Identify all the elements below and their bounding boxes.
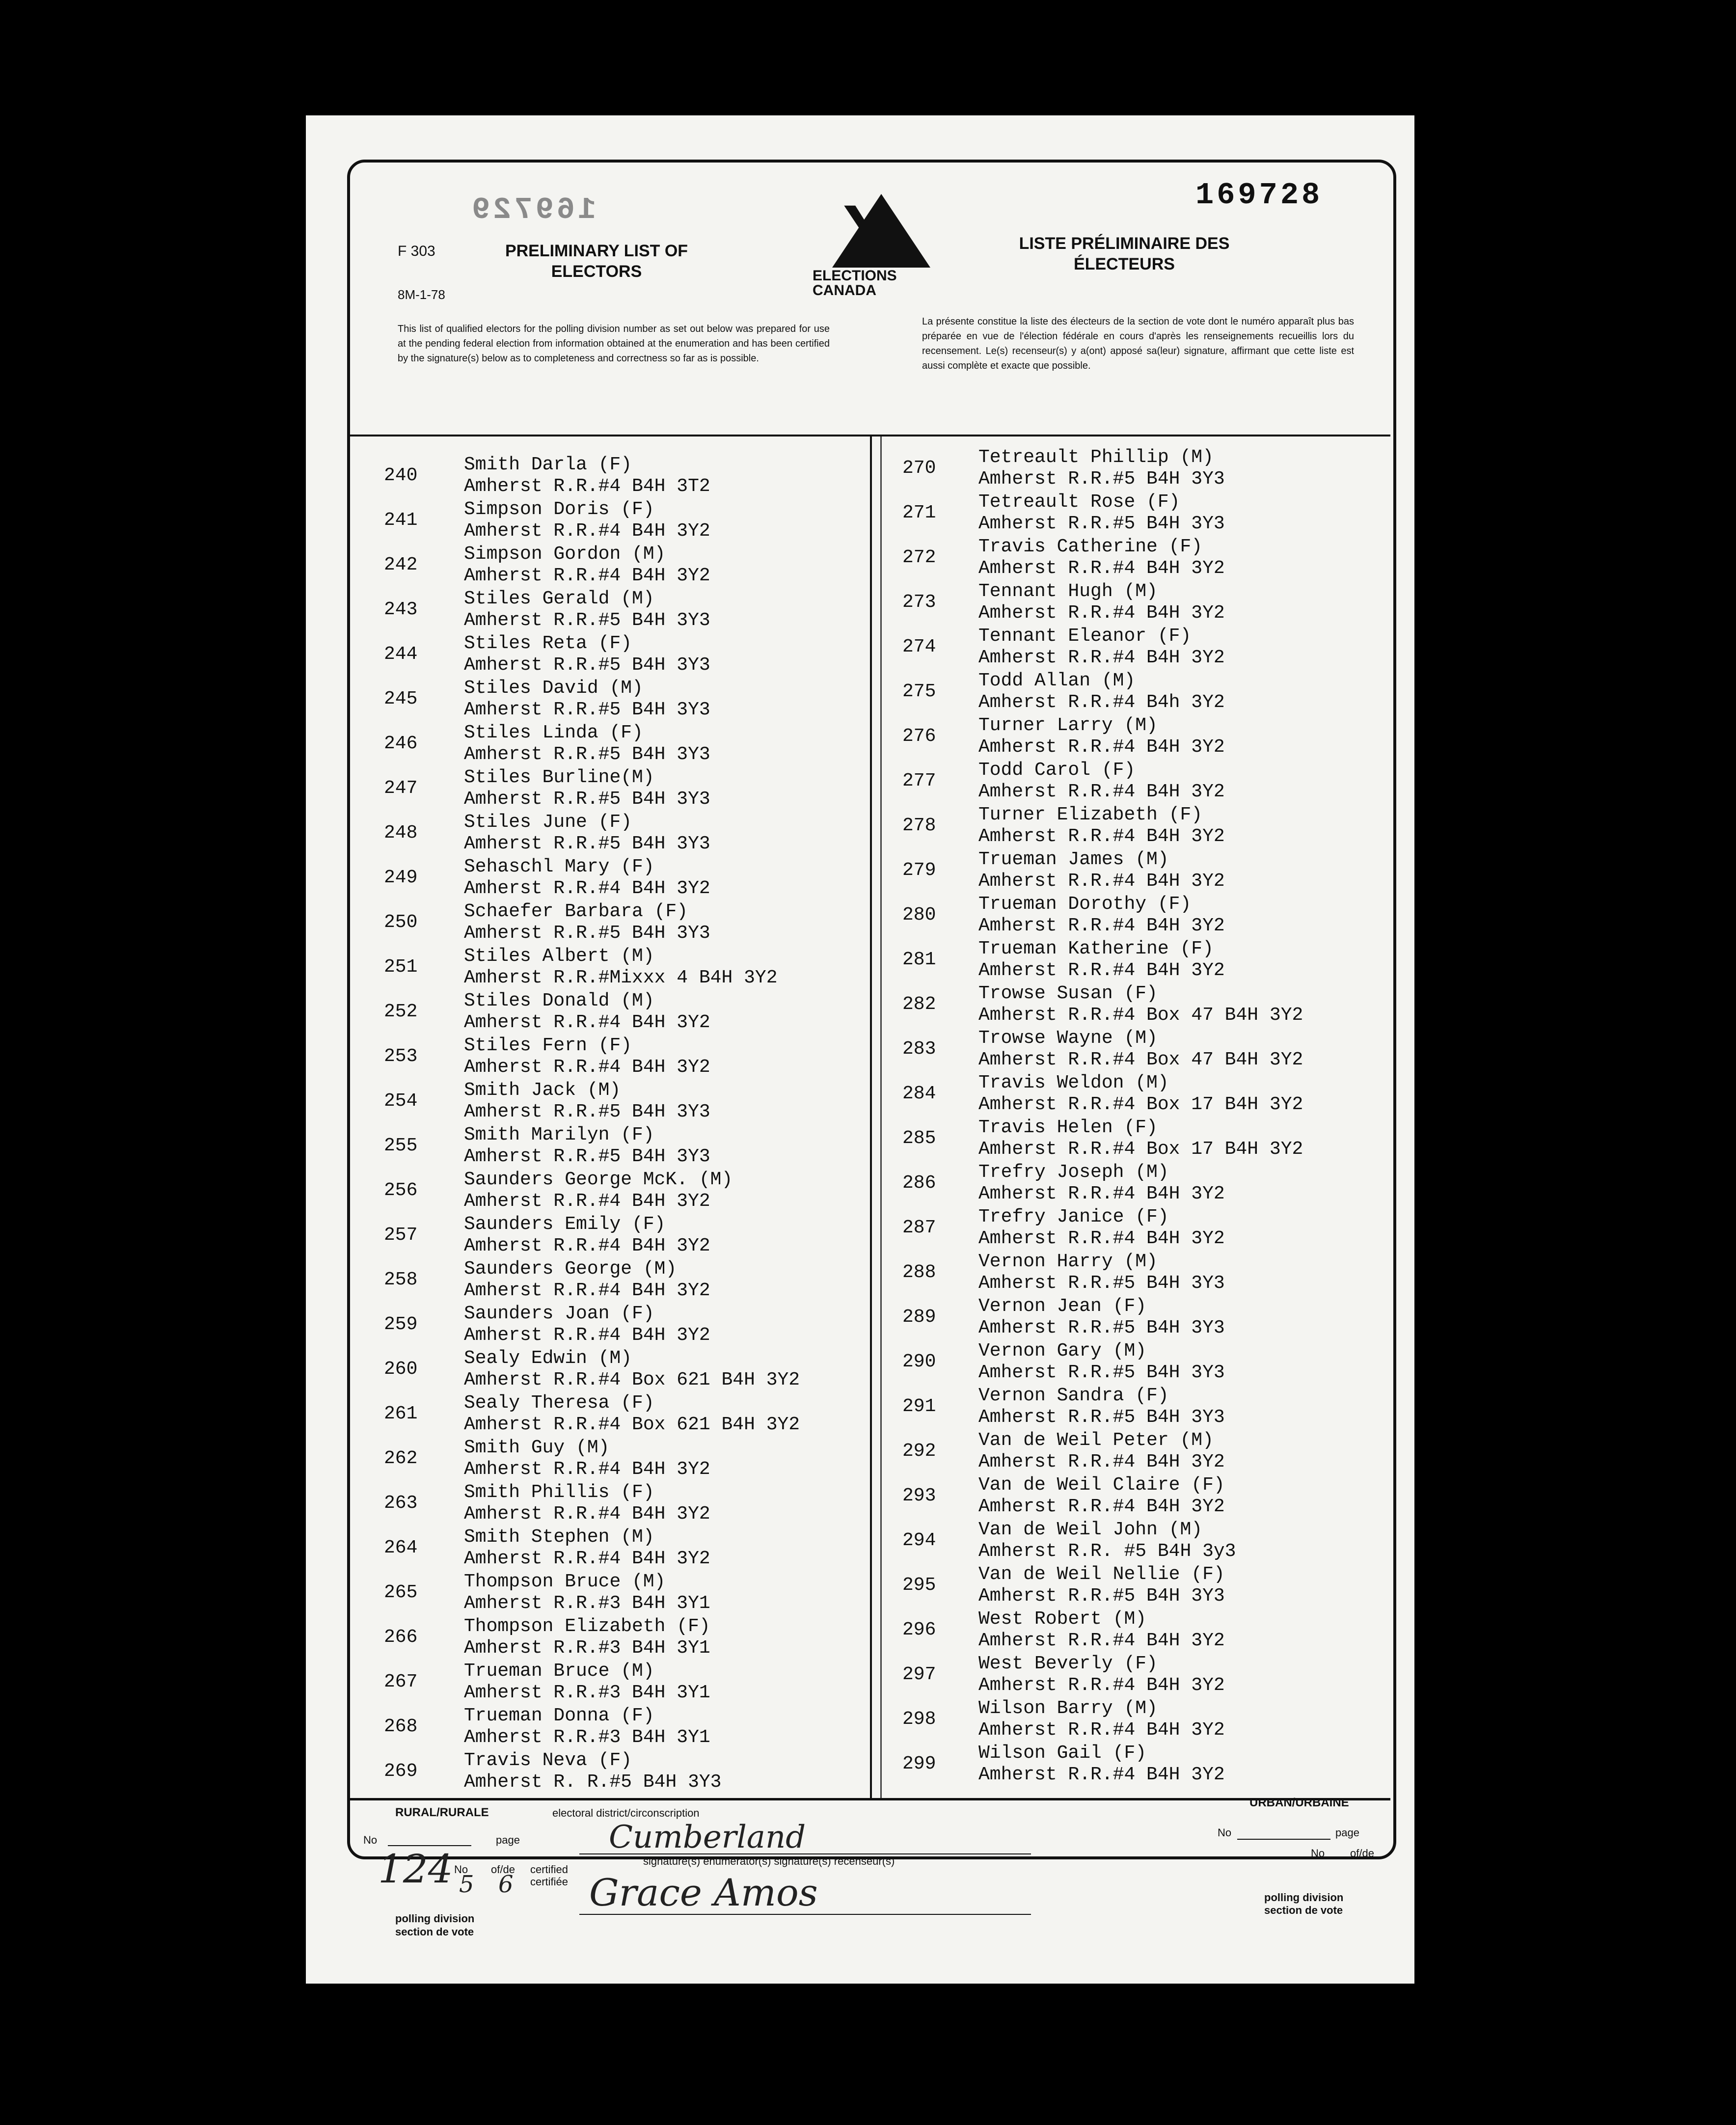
elector-address: Amherst R.R.#5 B4H 3Y3 xyxy=(464,923,710,944)
title-french xyxy=(1002,233,1247,274)
elector-number: 293 xyxy=(902,1485,936,1506)
elector-name: Travis Weldon (M) xyxy=(978,1072,1169,1093)
elector-name: Smith Jack (M) xyxy=(464,1080,621,1101)
elector-name: Saunders George McK. (M) xyxy=(464,1169,733,1190)
elector-address: Amherst R.R.#4 B4H 3T2 xyxy=(464,476,710,497)
elector-number: 262 xyxy=(384,1448,418,1469)
elector-address: Amherst R.R.#4 Box 47 B4H 3Y2 xyxy=(978,1049,1303,1070)
elector-name: Stiles Fern (F) xyxy=(464,1035,632,1056)
handwritten-poll-number: 124 xyxy=(378,1846,453,1892)
elector-name: Travis Helen (F) xyxy=(978,1117,1158,1138)
elector-number: 270 xyxy=(902,458,936,479)
elector-address: Amherst R.R.#4 Box 17 B4H 3Y2 xyxy=(978,1139,1303,1160)
elector-name: Trefry Janice (F) xyxy=(978,1206,1169,1227)
elector-address: Amherst R.R.#5 B4H 3Y3 xyxy=(464,699,710,720)
elector-address: Amherst R.R.#5 B4H 3Y3 xyxy=(978,1273,1225,1294)
elector-name: Stiles Gerald (M) xyxy=(464,588,654,609)
elector-name: Todd Carol (F) xyxy=(978,760,1136,781)
elector-name: Trowse Susan (F) xyxy=(978,983,1158,1004)
elector-address: Amherst R.R.#4 Box 621 B4H 3Y2 xyxy=(464,1414,800,1435)
elector-address: Amherst R.R.#4 B4H 3Y2 xyxy=(464,1503,710,1525)
page-label: page xyxy=(496,1834,520,1846)
title-english xyxy=(498,241,695,282)
elector-number: 290 xyxy=(902,1351,936,1372)
elector-address: Amherst R.R.#5 B4H 3Y3 xyxy=(978,1585,1225,1607)
elector-name: Turner Larry (M) xyxy=(978,715,1158,736)
urban-label: URBAN/URBAINE xyxy=(1249,1796,1349,1809)
elector-address: Amherst R.R.#5 B4H 3Y3 xyxy=(464,744,710,765)
elector-number: 279 xyxy=(902,860,936,881)
elector-number: 295 xyxy=(902,1575,936,1596)
elector-name: Smith Darla (F) xyxy=(464,454,632,475)
elector-address: Amherst R.R.#4 B4H 3Y2 xyxy=(978,960,1225,981)
elector-number: 273 xyxy=(902,592,936,613)
elector-name: Stiles David (M) xyxy=(464,678,643,699)
elector-name: Tetreault Phillip (M) xyxy=(978,447,1214,468)
elector-name: Schaefer Barbara (F) xyxy=(464,901,688,922)
elector-address: Amherst R.R.#4 Box 17 B4H 3Y2 xyxy=(978,1094,1303,1115)
logo-text-canada: CANADA xyxy=(813,282,876,299)
elector-number: 249 xyxy=(384,867,418,888)
urban-no-line xyxy=(1237,1839,1330,1840)
elector-name: Trefry Joseph (M) xyxy=(978,1162,1169,1183)
elector-number: 287 xyxy=(902,1217,936,1238)
elector-name: Stiles Reta (F) xyxy=(464,633,632,654)
elector-name: Van de Weil Peter (M) xyxy=(978,1430,1214,1451)
footer-divider xyxy=(350,1798,1390,1800)
elector-number: 277 xyxy=(902,770,936,791)
elector-address: Amherst R.R.#4 B4H 3Y2 xyxy=(978,736,1225,758)
elector-number: 254 xyxy=(384,1090,418,1112)
logo-x-mark: X xyxy=(842,190,892,272)
elector-address: Amherst R.R.#4 B4H 3Y2 xyxy=(464,1191,710,1212)
elector-name: Vernon Jean (F) xyxy=(978,1296,1147,1317)
elector-number: 275 xyxy=(902,681,936,702)
urban-polling-label: polling division xyxy=(1264,1891,1344,1904)
elector-number: 278 xyxy=(902,815,936,836)
elector-number: 296 xyxy=(902,1619,936,1640)
elector-number: 245 xyxy=(384,688,418,709)
elector-address: Amherst R.R.#5 B4H 3Y3 xyxy=(464,833,710,854)
elector-address: Amherst R.R.#5 B4H 3Y3 xyxy=(978,513,1225,534)
elector-name: Travis Catherine (F) xyxy=(978,536,1203,557)
elector-address: Amherst R.R.#4 B4H 3Y2 xyxy=(464,1459,710,1480)
description-french: La présente constitue la liste des électeurs de la section de vote dont le numéro apparaît plus bas préparée en vue de l'élection fédérale en cours d'après les renseignements recueillis lors du recensement. Le(s) recenseur(s) y a(ont) apposé sa(leur) signature, affirmant que cette liste est aussi complète et exacte que possible. xyxy=(922,316,1354,371)
elector-number: 241 xyxy=(384,510,418,531)
rural-label: RURAL/RURALE xyxy=(395,1806,489,1819)
elector-number: 281 xyxy=(902,949,936,970)
elector-address: Amherst R.R. #5 B4H 3y3 xyxy=(978,1541,1236,1562)
urban-no-label: No xyxy=(1218,1826,1232,1839)
elector-name: Van de Weil John (M) xyxy=(978,1519,1203,1540)
elector-name: Trueman Bruce (M) xyxy=(464,1661,654,1682)
elector-number: 289 xyxy=(902,1307,936,1328)
elector-address: Amherst R.R.#5 B4H 3Y3 xyxy=(978,1362,1225,1383)
elector-number: 242 xyxy=(384,554,418,575)
elector-number: 251 xyxy=(384,956,418,978)
elector-number: 274 xyxy=(902,636,936,657)
elector-name: Van de Weil Claire (F) xyxy=(978,1474,1225,1496)
elector-name: Saunders Joan (F) xyxy=(464,1303,654,1324)
ghost-serial-number: 169729 xyxy=(469,192,597,227)
elector-number: 292 xyxy=(902,1441,936,1462)
elector-name: Tennant Hugh (M) xyxy=(978,581,1158,602)
elector-name: Smith Guy (M) xyxy=(464,1437,610,1458)
elector-number: 267 xyxy=(384,1671,418,1692)
elector-name: Sehaschl Mary (F) xyxy=(464,856,654,877)
elector-name: Thompson Elizabeth (F) xyxy=(464,1616,710,1637)
elector-address: Amherst R.R.#4 B4H 3Y2 xyxy=(978,1719,1225,1741)
elector-name: Stiles Burline(M) xyxy=(464,767,654,788)
elector-address: Amherst R.R.#4 B4H 3Y2 xyxy=(464,565,710,586)
elector-name: Tetreault Rose (F) xyxy=(978,491,1180,513)
elector-address: Amherst R.R.#4 B4H 3Y2 xyxy=(464,1548,710,1569)
elector-name: Stiles June (F) xyxy=(464,812,632,833)
elector-address: Amherst R.R.#5 B4H 3Y3 xyxy=(464,789,710,810)
elector-address: Amherst R.R.#4 B4H 3Y2 xyxy=(464,878,710,899)
elector-address: Amherst R.R.#5 B4H 3Y3 xyxy=(464,654,710,676)
urban-page-no-label: No xyxy=(1311,1847,1325,1859)
elector-address: Amherst R.R.#4 B4H 3Y2 xyxy=(978,1228,1225,1249)
elector-number: 264 xyxy=(384,1537,418,1558)
urban-page-label: page xyxy=(1335,1826,1359,1839)
elector-address: Amherst R.R.#4 B4H 3Y2 xyxy=(978,826,1225,847)
elector-number: 244 xyxy=(384,644,418,665)
poll-number-label: No xyxy=(363,1834,378,1846)
elector-name: Trueman James (M) xyxy=(978,849,1169,870)
serial-number: 169728 xyxy=(1195,178,1323,213)
elector-name: Wilson Gail (F) xyxy=(978,1743,1147,1764)
elector-address: Amherst R.R.#4 B4H 3Y2 xyxy=(978,647,1225,668)
elector-number: 247 xyxy=(384,778,418,799)
elector-address: Amherst R.R.#4 B4h 3Y2 xyxy=(978,692,1225,713)
column-divider-inner xyxy=(880,436,882,1799)
elector-number: 288 xyxy=(902,1262,936,1283)
elector-name: Vernon Sandra (F) xyxy=(978,1385,1169,1406)
elector-name: Trueman Katherine (F) xyxy=(978,938,1214,959)
elector-address: Amherst R.R.#4 B4H 3Y2 xyxy=(978,602,1225,624)
elector-number: 250 xyxy=(384,912,418,933)
elector-name: Vernon Gary (M) xyxy=(978,1340,1147,1362)
signature-label: signature(s) enumerator(s) signature(s) recenseur(s) xyxy=(643,1855,895,1867)
elector-number: 259 xyxy=(384,1314,418,1335)
elector-name: Todd Allan (M) xyxy=(978,670,1136,691)
handwritten-signature: Grace Amos xyxy=(589,1871,818,1914)
elector-name: Sealy Edwin (M) xyxy=(464,1348,632,1369)
elector-number: 283 xyxy=(902,1038,936,1060)
elector-name: Turner Elizabeth (F) xyxy=(978,804,1203,825)
title-english-line-1: PRELIMINARY LIST OF xyxy=(505,242,688,260)
elector-number: 294 xyxy=(902,1530,936,1551)
elector-name: Stiles Albert (M) xyxy=(464,946,654,967)
title-french-line-1: LISTE PRÉLIMINAIRE DES xyxy=(1019,234,1230,253)
title-english-line-2: ELECTORS xyxy=(551,262,642,281)
elector-name: Van de Weil Nellie (F) xyxy=(978,1564,1225,1585)
elector-name: Trueman Dorothy (F) xyxy=(978,894,1192,915)
elector-address: Amherst R.R.#4 B4H 3Y2 xyxy=(464,1012,710,1033)
urban-polling-fr-label: section de vote xyxy=(1264,1904,1343,1916)
elector-number: 253 xyxy=(384,1046,418,1067)
elector-address: Amherst R.R.#4 B4H 3Y2 xyxy=(464,1057,710,1078)
form-code: F 303 xyxy=(398,243,435,259)
page-no-label: No xyxy=(454,1863,468,1876)
elector-address: Amherst R.R.#5 B4H 3Y3 xyxy=(978,468,1225,490)
certified-fr-label: certifiée xyxy=(530,1876,569,1888)
column-divider xyxy=(870,436,872,1799)
elector-address: Amherst R.R.#3 B4H 3Y1 xyxy=(464,1727,710,1748)
district-label: electoral district/circonscription xyxy=(552,1807,700,1819)
elector-number: 260 xyxy=(384,1359,418,1380)
elector-name: Thompson Bruce (M) xyxy=(464,1571,666,1592)
elector-name: Smith Marilyn (F) xyxy=(464,1124,654,1145)
elector-number: 272 xyxy=(902,547,936,568)
elector-number: 276 xyxy=(902,726,936,747)
elector-address: Amherst R.R.#3 B4H 3Y1 xyxy=(464,1593,710,1614)
elector-address: Amherst R.R.#4 B4H 3Y2 xyxy=(978,1675,1225,1696)
elector-number: 266 xyxy=(384,1627,418,1648)
of-label: of/de xyxy=(491,1863,515,1876)
handwritten-of: 6 xyxy=(498,1871,514,1898)
elector-address: Amherst R.R.#5 B4H 3Y3 xyxy=(464,1146,710,1167)
elector-address: Amherst R.R.#4 B4H 3Y2 xyxy=(978,1496,1225,1517)
elector-number: 263 xyxy=(384,1493,418,1514)
elector-number: 252 xyxy=(384,1001,418,1022)
elector-address: Amherst R.R.#4 B4H 3Y2 xyxy=(978,871,1225,892)
elector-number: 297 xyxy=(902,1664,936,1685)
elector-number: 271 xyxy=(902,502,936,523)
elector-address: Amherst R.R.#4 B4H 3Y2 xyxy=(978,1451,1225,1472)
elector-name: Travis Neva (F) xyxy=(464,1750,632,1771)
elector-number: 285 xyxy=(902,1128,936,1149)
elector-name: Sealy Theresa (F) xyxy=(464,1392,654,1414)
elector-name: Smith Stephen (M) xyxy=(464,1526,654,1548)
elector-number: 282 xyxy=(902,994,936,1015)
elector-number: 248 xyxy=(384,822,418,844)
elector-number: 246 xyxy=(384,733,418,754)
elections-canada-logo xyxy=(813,190,935,302)
elector-number: 298 xyxy=(902,1709,936,1730)
elector-address: Amherst R.R.#4 B4H 3Y2 xyxy=(978,1630,1225,1651)
elector-address: Amherst R.R.#Mixxx 4 B4H 3Y2 xyxy=(464,967,778,988)
certified-label: certified xyxy=(530,1863,569,1876)
elector-number: 286 xyxy=(902,1172,936,1194)
elector-name: Saunders George (M) xyxy=(464,1258,677,1280)
elector-number: 255 xyxy=(384,1135,418,1156)
elector-number: 291 xyxy=(902,1396,936,1417)
elector-number: 268 xyxy=(384,1716,418,1737)
elector-address: Amherst R.R.#4 B4H 3Y2 xyxy=(464,520,710,542)
elector-number: 240 xyxy=(384,465,418,486)
elector-name: Tennant Eleanor (F) xyxy=(978,626,1192,647)
elector-name: West Beverly (F) xyxy=(978,1653,1158,1674)
elector-number: 256 xyxy=(384,1180,418,1201)
elector-number: 257 xyxy=(384,1225,418,1246)
urban-of-label: of/de xyxy=(1350,1847,1374,1859)
elector-address: Amherst R.R.#4 Box 621 B4H 3Y2 xyxy=(464,1369,800,1390)
elector-name: Simpson Doris (F) xyxy=(464,499,654,520)
elector-address: Amherst R.R.#3 B4H 3Y1 xyxy=(464,1637,710,1659)
polling-division-label: polling division xyxy=(395,1912,475,1925)
elector-address: Amherst R.R.#5 B4H 3Y3 xyxy=(464,610,710,631)
polling-division-fr-label: section de vote xyxy=(395,1926,474,1938)
elector-number: 258 xyxy=(384,1269,418,1290)
elector-name: Wilson Barry (M) xyxy=(978,1698,1158,1719)
elector-address: Amherst R.R.#3 B4H 3Y1 xyxy=(464,1682,710,1703)
elector-address: Amherst R. R.#5 B4H 3Y3 xyxy=(464,1771,722,1793)
elector-name: Saunders Emily (F) xyxy=(464,1214,666,1235)
elector-address: Amherst R.R.#4 B4H 3Y2 xyxy=(978,781,1225,802)
elector-name: Trueman Donna (F) xyxy=(464,1705,654,1726)
elector-number: 243 xyxy=(384,599,418,620)
elector-name: Stiles Donald (M) xyxy=(464,990,654,1011)
elector-address: Amherst R.R.#4 B4H 3Y2 xyxy=(978,1764,1225,1785)
elector-address: Amherst R.R.#5 B4H 3Y3 xyxy=(978,1407,1225,1428)
title-french-line-2: ÉLECTEURS xyxy=(1074,255,1175,273)
logo-text-elections: ELECTIONS xyxy=(813,268,897,284)
description-english: This list of qualified electors for the polling division number as set out below was prepared for use at the pending federal election from information obtained at the enumeration and has been certified by the signature(s) below as to completeness and correctness so far as is possible. xyxy=(398,324,830,364)
elector-address: Amherst R.R.#4 B4H 3Y2 xyxy=(978,558,1225,579)
handwritten-district: Cumberland xyxy=(609,1819,806,1855)
elector-address: Amherst R.R.#4 B4H 3Y2 xyxy=(464,1235,710,1256)
elector-name: Trowse Wayne (M) xyxy=(978,1028,1158,1049)
elector-address: Amherst R.R.#4 B4H 3Y2 xyxy=(978,915,1225,936)
elector-number: 284 xyxy=(902,1083,936,1104)
elector-name: Simpson Gordon (M) xyxy=(464,544,666,565)
elector-address: Amherst R.R.#4 B4H 3Y2 xyxy=(978,1183,1225,1204)
elector-number: 280 xyxy=(902,904,936,926)
elector-number: 261 xyxy=(384,1403,418,1424)
elector-number: 265 xyxy=(384,1582,418,1603)
handwritten-page: 5 xyxy=(459,1871,474,1898)
form-date: 8M-1-78 xyxy=(398,287,445,302)
elector-name: Vernon Harry (M) xyxy=(978,1251,1158,1272)
elector-number: 299 xyxy=(902,1753,936,1774)
elector-address: Amherst R.R.#4 B4H 3Y2 xyxy=(464,1280,710,1301)
elector-address: Amherst R.R.#4 B4H 3Y2 xyxy=(464,1325,710,1346)
elector-name: Stiles Linda (F) xyxy=(464,722,643,743)
elector-address: Amherst R.R.#4 Box 47 B4H 3Y2 xyxy=(978,1005,1303,1026)
elector-address: Amherst R.R.#5 B4H 3Y3 xyxy=(464,1101,710,1122)
elector-number: 269 xyxy=(384,1761,418,1782)
elector-name: West Robert (M) xyxy=(978,1608,1147,1630)
elector-address: Amherst R.R.#5 B4H 3Y3 xyxy=(978,1317,1225,1338)
elector-name: Smith Phillis (F) xyxy=(464,1482,654,1503)
